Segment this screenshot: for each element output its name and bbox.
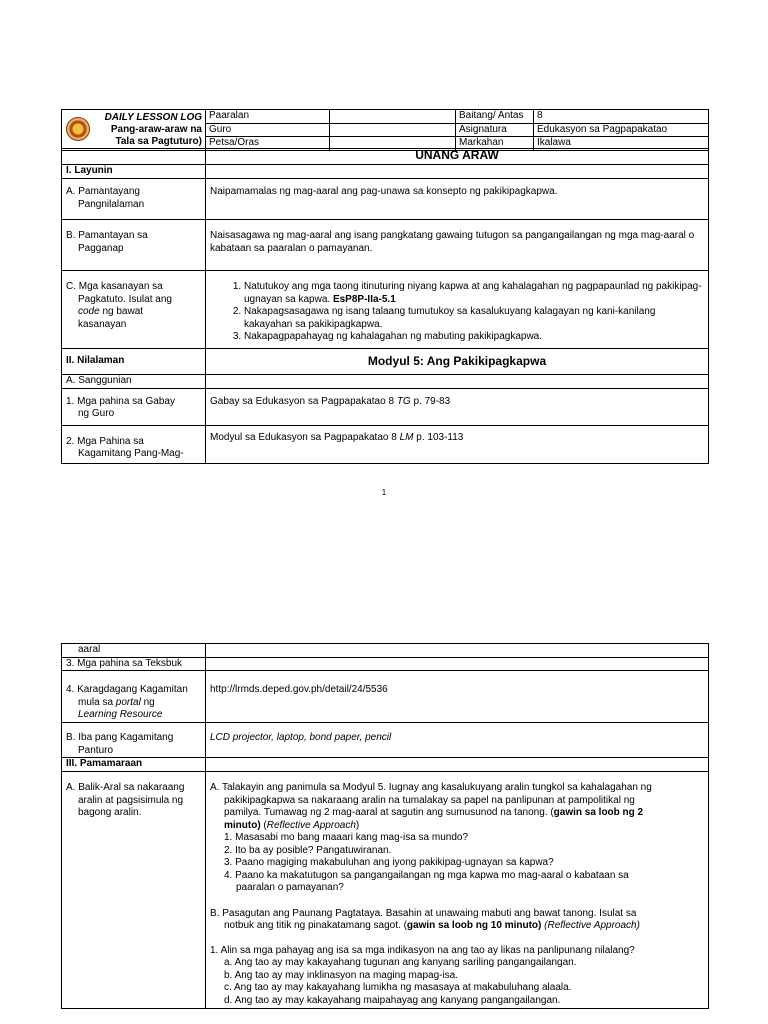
balik-aral-label: A. Balik-Aral sa nakaraang aralin at pagsisimula ng bagong aralin. [62, 772, 206, 1009]
layunin-heading: I. Layunin [62, 165, 206, 179]
modyul-title: Modyul 5: Ang Pakikipagkapwa [206, 349, 709, 375]
lesson-log-body-continued [61, 643, 709, 1009]
balik-aral-content [206, 772, 709, 1009]
kasanayan-list [206, 271, 709, 349]
lesson-log-body [61, 148, 709, 464]
markahan-value: Ikalawa [534, 137, 709, 151]
iba-kagamitan-text: LCD projector, laptop, bond paper, pencil [206, 723, 709, 758]
day-title: UNANG ARAW [206, 149, 709, 165]
list-item: 2. Nakapagsasagawa ng isang talaang tumutukoy sa kasalukuyang kalagayan ng kani-kanilang kakayahan sa pakikipagkapwa. [244, 306, 704, 331]
pamantayang-pangnilalaman-text: Naipamamalas ng mag-aaral ang pag-unawa sa konsepto ng pakikipagkapwa. [206, 179, 709, 220]
list-item: d. Ang tao ay may kakayahang maipahayag ang kanyang pangangailangan. [224, 994, 561, 1006]
guro-label: Guro [206, 123, 330, 137]
teksbuk-label: 3. Mga pahina sa Teksbuk [62, 657, 206, 671]
guro-value [330, 123, 456, 137]
pamantayan-pagganap-text: Naisasagawa ng mag-aaral ang isang pangkatang gawaing tutugon sa pangangailangan ng mga mag-aaral o kabataan sa paaralan o pamayanan. [206, 220, 709, 271]
lesson-log-header [61, 109, 709, 151]
list-item: a. Ang tao ay may kakayahang tugunan ang kanyang sariling pangangailangan. [224, 957, 577, 968]
list-item: b. Ang tao ay may inklinasyon na maging mapag-isa. [224, 969, 459, 981]
sanggunian-heading: A. Sanggunian [62, 375, 206, 389]
list-item: 3. Paano magiging makabuluhan ang iyong pakikipag-ugnayan sa kapwa? [224, 857, 554, 868]
petsa-label: Petsa/Oras [206, 137, 330, 151]
karagdagang-kagamitan-label: 4. Karagdagang Kagamitan mula sa portal ng Learning Resource [62, 671, 206, 723]
asignatura-label: Asignatura [456, 123, 534, 137]
markahan-label: Markahan [456, 137, 534, 151]
instruction-b: B. Pasagutan ang Paunang Pagtataya. Basahin at unawaing mabuti ang bawat tanong. Isulat sa notbuk ang titik ng pinakatamang sagot. (gawin sa loob ng 10 minuto) (Reflective Approach) [210, 907, 640, 931]
iba-kagamitan-label: B. Iba pang Kagamitang Panturo [62, 723, 206, 758]
list-item: 2. Ito ba ay posible? Pangatuwiranan. [224, 844, 392, 856]
list-item: 1. Masasabi mo bang maaari kang mag-isa sa mundo? [224, 832, 469, 843]
instruction-a: A. Talakayin ang panimula sa Modyul 5. Iugnay ang kasalukuyang aralin tungkol sa kahalagahan ng pakikipagkapwa sa nakaraang aralin na tumalakay sa papel na panlipunan at pampolitikal ng pamilya. Tumawag ng 2 mag-aaral at sagutin ang sumusunod na tanong. (gawin sa loob ng 2 minuto) (Reflective Approach) 1. Masasabi mo bang maaari kang mag-isa sa mundo? 2. Ito ba ay posible? Pangatuwiranan. 3. Paano magiging makabuluhan ang iyong pakikipag-ugnayan sa kapwa? 4. Paano ka makatutugon sa pangangailangan ng mga kapwa mo mag-aaral o kabataan sa paaralan o pamayanan? [210, 782, 704, 895]
paaralan-label: Paaralan [206, 110, 330, 124]
asignatura-value: Edukasyon sa Pagpapakatao [534, 123, 709, 137]
pamantayan-pagganap-label: B. Pamantayan sa Pagganap [62, 220, 206, 271]
baitang-value: 8 [534, 110, 709, 124]
list-item: 1. Natutukoy ang mga taong itinuturing niyang kapwa at ang kahalagahan ng pagpapaunlad ng pakikipag-ugnayan sa kapwa. EsP8P-IIa-5.1 [244, 281, 704, 306]
page-number: 1 [381, 488, 387, 497]
pamantayang-pangnilalaman-label: A. Pamantayang Pangnilalaman [62, 179, 206, 220]
list-item: c. Ang tao ay may kakayahang lumikha ng masasaya at makabuluhang alaala. [224, 982, 572, 993]
lrmds-link[interactable]: http://lrmds.deped.gov.ph/detail/24/5536 [206, 671, 709, 723]
deped-seal-icon [66, 117, 90, 141]
log-title: DAILY LESSON LOG [104, 112, 202, 124]
list-item: 4. Paano ka makatutugon sa pangangailangan ng mga kapwa mo mag-aaral o kabataan sa [224, 869, 629, 881]
pamamaraan-heading: III. Pamamaraan [62, 758, 206, 772]
log-subtitle-2: Tala sa Pagtuturo) [115, 136, 202, 148]
lm-text: Modyul sa Edukasyon sa Pagpapakatao 8 LM p. 103-113 [206, 425, 709, 463]
aaral-continued: aaral [62, 644, 206, 658]
gabay-text: Gabay sa Edukasyon sa Pagpapakatao 8 TG p. 79-83 [206, 388, 709, 425]
paaralan-value [330, 110, 456, 124]
gabay-label: 1. Mga pahina sa Gabay ng Guro [62, 388, 206, 425]
baitang-label: Baitang/ Antas [456, 110, 534, 124]
competency-code: EsP8P-IIa-5.1 [332, 293, 396, 305]
kasanayan-label: C. Mga kasanayan sa Pagkatuto. Isulat ang code ng bawat kasanayan [62, 271, 206, 349]
lm-label: 2. Mga Pahina sa Kagamitang Pang-Mag- [62, 425, 206, 463]
nilalaman-heading: II. Nilalaman [62, 349, 206, 375]
log-subtitle-1: Pang-araw-araw na [110, 124, 202, 136]
logo-cell [62, 110, 206, 151]
list-item: 3. Nakapagpapahayag ng kahalagahan ng mabuting pakikipagkapwa. [244, 331, 704, 344]
pretest-item-1: 1. Alin sa mga pahayag ang isa sa mga indikasyon na ang tao ay likas na panlipunang nilalang? a. Ang tao ay may kakayahang tugunan ang kanyang sariling pangangailangan. b. Ang tao ay may inklinasyon na maging mapag-isa. c. Ang tao ay may kakayahang lumikha ng masasaya at makabuluhang alaala. d. Ang tao ay may kakayahang maipahayag ang kanyang pangangailangan. [210, 945, 704, 1008]
